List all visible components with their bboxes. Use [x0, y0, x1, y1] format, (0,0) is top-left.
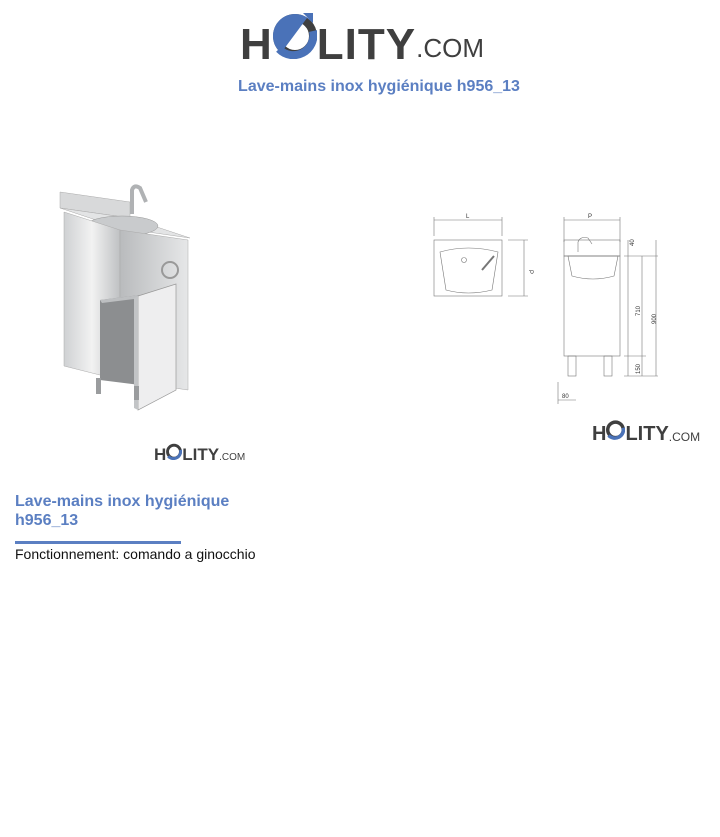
logo-letter-h: H [592, 423, 607, 445]
logo-o-mark-icon [166, 442, 182, 465]
logo-domain: .COM [416, 33, 484, 63]
logo-letters: LITY [316, 20, 417, 69]
dim-label-p-side: P [527, 270, 533, 275]
photo-watermark-logo [154, 442, 245, 465]
logo-domain: .COM [219, 452, 246, 463]
logo-domain: .COM [668, 430, 701, 444]
logo-letters: LITY [625, 423, 669, 445]
product-title: Lave-mains inox hygiénique h956_13 [15, 493, 230, 529]
logo-o-mark-icon [606, 418, 625, 446]
dim-label-80: 80 [562, 394, 569, 400]
page-title: Lave-mains inox hygiénique h956_13 [238, 78, 520, 95]
dim-label-150: 150 [636, 363, 642, 374]
dim-label-40: 40 [630, 239, 636, 246]
logo-letter-h: H [154, 445, 167, 464]
dim-label-p-top: P [588, 214, 593, 220]
title-divider [15, 541, 181, 544]
stainless-sink-cabinet-photo [50, 180, 200, 415]
dim-label-l: L [466, 214, 470, 220]
product-spec: Fonctionnement: comando a ginocchio [15, 546, 256, 562]
drawing-watermark-logo [592, 418, 700, 446]
dim-label-900: 900 [652, 313, 658, 324]
brand-logo [240, 10, 484, 70]
dim-label-710: 710 [636, 305, 642, 316]
logo-o-mark-icon [273, 9, 317, 70]
technical-drawing [428, 212, 663, 407]
logo-letter-h: H [240, 20, 273, 69]
logo-letters: LITY [182, 445, 220, 464]
